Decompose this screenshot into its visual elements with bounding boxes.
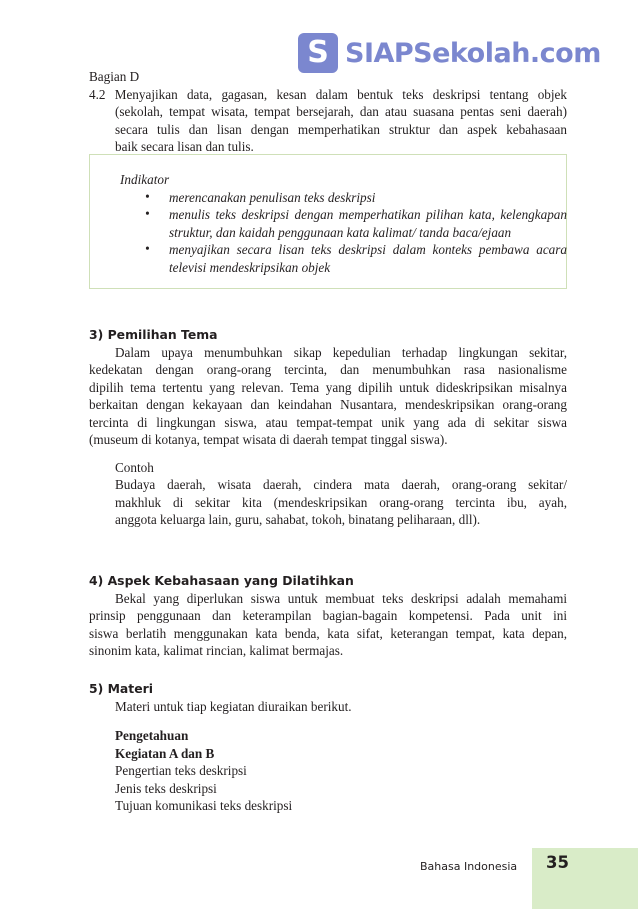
bagian-line-1: 4.2 Menyajikan data, gagasan, kesan dalam bentuk teks deskripsi tentang objek <box>89 86 567 102</box>
indikator-list <box>89 171 567 276</box>
contoh-label: Contoh <box>115 459 154 475</box>
section-3-line-6: (museum di kotanya, tempat wisata di daerah tempat tinggal siswa). <box>89 432 448 447</box>
materi-item: Pengertian teks deskripsi <box>115 763 247 778</box>
section-3-line-4: berkaitan dengan kekayaan dan keindahan Nusantara, mendeskripsikan orang-orang <box>89 397 567 412</box>
footer-book-title: Bahasa Indonesia <box>420 860 518 873</box>
logo-badge-icon: S <box>298 33 338 73</box>
section-materi <box>89 680 567 815</box>
contoh-line-2: makhluk di sekitar kita (mendeskripsikan orang-orang tercinta ibu, ayah, <box>115 494 567 510</box>
pengetahuan-label: Pengetahuan <box>115 728 189 743</box>
indikator-item-2: • menulis teks deskripsi dengan memperhatikan pilihan kata, kelengkapan struktur, dan kaidah penggunaan kata kalimat/ tanda baca/ejaan <box>145 206 567 240</box>
bagian-title: Bagian D <box>89 69 140 84</box>
bullet-icon: • <box>145 206 150 221</box>
section-4-heading: 4) Aspek Kebahasaan yang Dilatihkan <box>89 573 354 588</box>
bullet-icon: • <box>145 188 150 204</box>
section-3-heading: 3) Pemilihan Tema <box>89 327 218 342</box>
logo-text: SIAPSekolah.com <box>345 37 601 69</box>
contoh-line-1: Budaya daerah, wisata daerah, cindera mata daerah, orang-orang sekitar/ <box>115 477 567 492</box>
bagian-section <box>89 68 567 156</box>
bagian-line-2: (sekolah, tempat wisata, tempat bersejarah, dan atau suasana pentas seni daerah) <box>115 104 567 119</box>
section-3-line-3: dipilih tema tertentu yang relevan. Tema yang dipilih untuk dideskripsikan misalnya <box>89 379 567 395</box>
contoh-line-3: anggota keluarga lain, guru, sahabat, tokoh, binatang peliharaan, dll). <box>115 512 481 527</box>
section-3-line-1: Dalam upaya menumbuhkan sikap kepedulian terhadap lingkungan sekitar, <box>115 344 567 360</box>
section-4-line-1: Bekal yang diperlukan siswa untuk membuat teks deskripsi adalah memahami <box>115 590 567 606</box>
materi-item: Tujuan komunikasi teks deskripsi <box>115 798 293 813</box>
page-number: 35 <box>546 853 569 872</box>
materi-item: Jenis teks deskripsi <box>115 780 217 796</box>
indikator-item-1: • merencanakan penulisan teks deskripsi <box>145 188 376 205</box>
kegiatan-label: Kegiatan A dan B <box>115 745 215 761</box>
section-4-line-2: prinsip penggunaan dan keterampilan bagian-bagain kompetensi. Pada unit ini <box>89 608 567 623</box>
section-3-line-2: kedekatan dengan orang-orang tercinta, dan menumbuhkan rasa nasionalisme <box>89 362 567 377</box>
section-5-heading: 5) Materi <box>89 681 153 696</box>
bullet-icon: • <box>145 241 150 256</box>
section-4-line-4: sinonim kata, kalimat rincian, kalimat bermajas. <box>89 643 344 658</box>
indikator-item-3: • menyajikan secara lisan teks deskripsi dalam konteks pembawa acara televisi mendeskripsikan objek <box>145 241 567 275</box>
indikator-title: Indikator <box>120 172 170 187</box>
section-aspek-kebahasaan <box>89 572 567 660</box>
section-3-line-5: tercinta di lingkungan siswa, atau tempat-tempat unik yang ada di sekitar siswa <box>89 414 567 430</box>
bagian-line-3: secara tulis dan lisan dengan memperhatikan struktur dan aspek kebahasaan <box>115 121 567 137</box>
section-5-intro: Materi untuk tiap kegiatan diuraikan berikut. <box>115 698 352 714</box>
bagian-line-4: baik secara lisan dan tulis. <box>115 139 254 154</box>
section-pemilihan-tema <box>89 326 567 529</box>
section-4-line-3: siswa berlatih menggunakan kata benda, kata sifat, keterangan tempat, kata depan, <box>89 625 567 641</box>
